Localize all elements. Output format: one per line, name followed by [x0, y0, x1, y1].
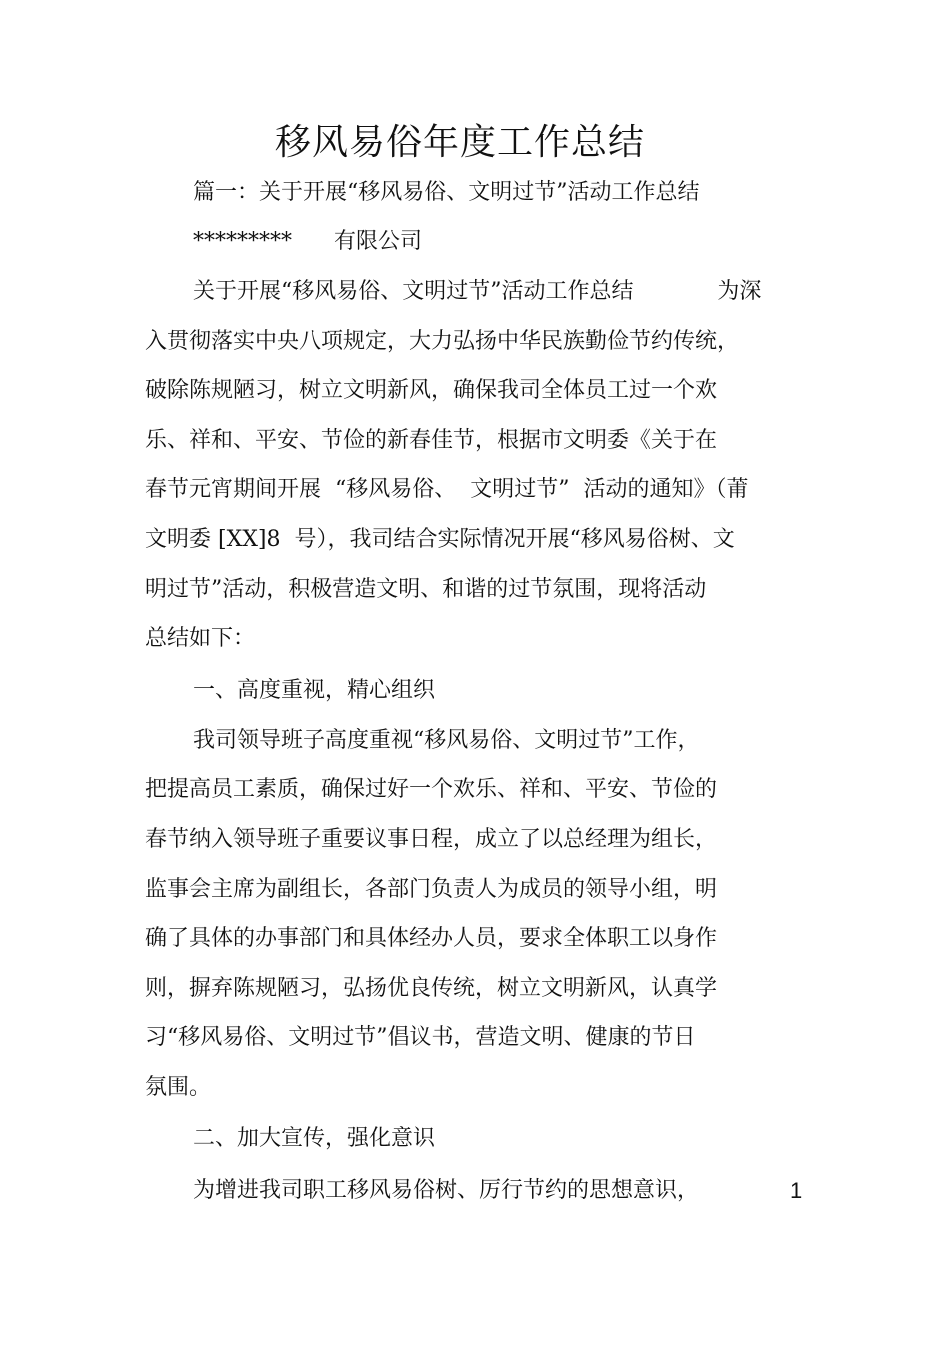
paragraph-line: 关于开展“移风易俗、文明过节”活动工作总结 为深	[193, 279, 762, 304]
section-heading: 一、高度重视，精心组织	[193, 678, 436, 703]
paragraph-line: 监事会主席为副组长，各部门负责人为成员的领导小组，明	[145, 877, 718, 902]
paragraph-line: 春节纳入领导班子重要议事日程，成立了以总经理为组长，	[145, 827, 718, 852]
paragraph-line: 春节元宵期间开展 “移风易俗、 文明过节” 活动的通知》（莆	[145, 477, 749, 502]
paragraph-line: 确了具体的办事部门和具体经办人员，要求全体职工以身作	[145, 926, 718, 951]
paragraph-line: 把提高员工素质，确保过好一个欢乐、祥和、平安、节俭的	[145, 777, 718, 802]
paragraph-line: 乐、祥和、平安、节俭的新春佳节，根据市文明委《关于在	[145, 428, 718, 453]
document-title: 移风易俗年度工作总结	[274, 122, 645, 163]
paragraph-line: 入贯彻落实中央八项规定，大力弘扬中华民族勤俭节约传统，	[145, 329, 740, 354]
paragraph-line: 明过节”活动，积极营造文明、和谐的过节氛围，现将活动	[145, 577, 707, 602]
paragraph-line: 我司领导班子高度重视“移风易俗、文明过节”工作，	[193, 728, 700, 753]
section-heading: 二、加大宣传，强化意识	[193, 1126, 436, 1151]
page-number: 1	[790, 1178, 803, 1203]
subtitle-line: 篇一：关于开展“移风易俗、文明过节”活动工作总结	[193, 180, 700, 205]
paragraph-line: 氛围。	[145, 1075, 212, 1100]
paragraph-line: 则，摒弃陈规陋习，弘扬优良传统，树立文明新风，认真学	[145, 976, 718, 1001]
paragraph-line: 习“移风易俗、文明过节”倡议书，营造文明、健康的节日	[145, 1025, 696, 1050]
paragraph-line: 为增进我司职工移风易俗树、厉行节约的思想意识，	[193, 1178, 700, 1203]
paragraph-line: 总结如下：	[145, 626, 256, 651]
paragraph-line: 文明委 [XX]8 号），我司结合实际情况开展“移风易俗树、文	[145, 527, 735, 552]
company-line: ********* 有限公司	[193, 229, 422, 254]
paragraph-line: 破除陈规陋习，树立文明新风，确保我司全体员工过一个欢	[145, 378, 718, 403]
